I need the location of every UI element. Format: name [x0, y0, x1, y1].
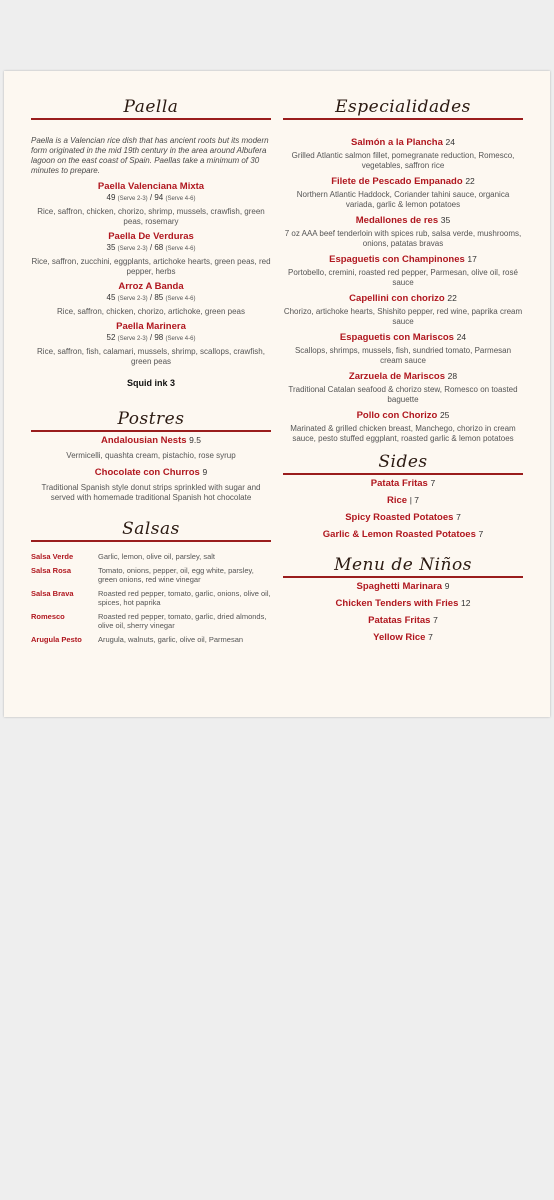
item-name: Spaghetti Marinara	[356, 581, 443, 592]
menu-page	[4, 71, 550, 717]
item-description: Marinated & grilled chicken breast, Manchego, chorizo in cream sauce, pesto stuffed eggplant, roasted garlic & lemon potatoes	[290, 424, 516, 443]
paella-item	[31, 181, 271, 227]
item-name: Andalousian Nests	[101, 435, 187, 446]
dessert-item	[31, 466, 271, 503]
item-price: 22	[447, 293, 457, 303]
item-description: Grilled Atlantic salmon fillet, pomegranate reduction, Romesco, vegetables, saffron rice	[291, 151, 515, 170]
salsas-list	[31, 552, 271, 644]
item-price: 7	[430, 478, 436, 488]
item-description: Chorizo, artichoke hearts, Shishito pepper, red wine, paprika cream sauce	[283, 307, 523, 326]
kids-item	[283, 631, 523, 644]
paella-intro: Paella is a Valencian rice dish that has ancient roots but its modern form originated in the mid 19th century in the area around Albufera lagoon on the east coast of Spain. Paellas take a minimum of 30 minutes to prepare.	[31, 136, 269, 175]
paella-item	[31, 321, 271, 367]
sauce-description: Roasted red pepper, tomato, garlic, onions, olive oil, spices, hot paprika	[98, 589, 271, 607]
sauce-item	[31, 612, 271, 630]
item-prices: 35 (Serve 2-3) / 68 (Serve 4-6)	[106, 243, 196, 252]
specialty-item	[283, 175, 523, 210]
item-description: Northern Atlantic Haddock, Coriander tahini sauce, organica variada, garlic & lemon potatoes	[296, 190, 510, 209]
item-description: Rice, saffron, fish, calamari, mussels, shrimp, scallops, crawfish, green peas	[37, 347, 265, 366]
item-name: Arroz A Banda	[118, 281, 184, 292]
ninos-list	[283, 580, 523, 644]
salsas-divider	[31, 540, 271, 542]
sides-divider	[283, 473, 523, 475]
sauce-name: Salsa Rosa	[31, 566, 72, 575]
side-item	[283, 494, 523, 507]
kids-item	[283, 614, 523, 627]
sauce-item	[31, 635, 271, 644]
item-name: Paella Marinera	[116, 321, 186, 332]
item-name: Garlic & Lemon Roasted Potatoes	[322, 529, 476, 540]
item-price: 17	[467, 254, 477, 264]
sauce-item	[31, 552, 271, 561]
sauce-item	[31, 589, 271, 607]
item-name: Paella Valenciana Mixta	[97, 181, 205, 192]
sauce-name: Salsa Brava	[31, 589, 74, 598]
specialty-item	[283, 214, 523, 249]
item-name: Salmón a la Plancha	[351, 137, 443, 148]
sauce-name: Arugula Pesto	[31, 635, 82, 644]
item-name: Rice	[386, 495, 408, 506]
item-description: Scallops, shrimps, mussels, fish, sundried tomato, Parmesan cream sauce	[294, 346, 512, 365]
item-price: | 7	[409, 495, 419, 505]
item-name: Spicy Roasted Potatoes	[345, 512, 454, 523]
item-name: Capellini con chorizo	[349, 293, 445, 304]
item-name: Yellow Rice	[373, 632, 426, 643]
item-name: Chicken Tenders with Fries	[335, 598, 459, 609]
item-price: 25	[439, 410, 450, 420]
item-name: Patatas Fritas	[368, 615, 431, 626]
sides-list	[283, 477, 523, 541]
item-price: 24	[456, 332, 467, 342]
paella-item	[31, 281, 271, 317]
kids-item	[283, 597, 523, 610]
postres-list	[31, 434, 271, 503]
specialty-item	[283, 331, 523, 366]
item-description: 7 oz AAA beef tenderloin with spices rub, salsa verde, mushrooms, onions, patatas bravas	[284, 229, 522, 248]
sauce-description: Garlic, lemon, olive oil, parsley, salt	[98, 552, 215, 561]
postres-divider	[31, 430, 271, 432]
item-description: Rice, saffron, chicken, chorizo, artichoke, green peas	[57, 307, 245, 316]
ninos-heading: Menu de Niños	[334, 555, 472, 575]
sauce-description: Tomato, onions, pepper, oil, egg white, parsley, green onions, red wine vinegar	[98, 566, 254, 584]
item-price: 7	[433, 615, 438, 625]
item-price: 7	[428, 632, 433, 642]
item-name: Filete de Pescado Empanado	[331, 176, 463, 187]
sauce-description: Arugula, walnuts, garlic, olive oil, Parmesan	[98, 635, 244, 644]
salsas-heading: Salsas	[122, 519, 180, 539]
left-column	[31, 71, 271, 649]
item-price: 7	[456, 512, 461, 522]
ninos-divider	[283, 576, 523, 578]
item-prices: 49 (Serve 2-3) / 94 (Serve 4-6)	[106, 193, 196, 202]
specialty-item	[283, 370, 523, 405]
sauce-name: Romesco	[31, 612, 65, 621]
item-description: Vermicelli, quashta cream, pistachio, rose syrup	[66, 451, 236, 460]
item-price: 9	[202, 467, 208, 477]
item-price: 22	[465, 176, 475, 186]
item-prices: 45 (Serve 2-3) / 85 (Serve 4-6)	[106, 293, 196, 302]
item-description: Portobello, cremini, roasted red pepper, Parmesan, olive oil, rosé sauce	[288, 268, 518, 287]
item-description: Rice, saffron, chicken, chorizo, shrimp, mussels, crawfish, green peas, rosemary	[37, 207, 265, 226]
specialty-item	[283, 253, 523, 288]
right-column	[283, 71, 523, 648]
dessert-item	[31, 434, 271, 461]
item-name: Espaguetis con Mariscos	[339, 332, 454, 343]
side-item	[283, 477, 523, 490]
specialty-item	[283, 292, 523, 327]
item-name: Chocolate con Churros	[94, 467, 200, 478]
side-item	[283, 511, 523, 524]
item-price: 35	[440, 215, 451, 225]
paella-item	[31, 231, 271, 277]
item-price: 24	[445, 137, 455, 147]
specialty-item	[283, 136, 523, 171]
item-name: Zarzuela de Mariscos	[348, 371, 445, 382]
paella-divider	[31, 118, 271, 120]
side-item	[283, 528, 523, 541]
item-description: Traditional Spanish style donut strips sprinkled with sugar and served with homemade traditional Spanish hot chocolate	[41, 483, 261, 502]
kids-item	[283, 580, 523, 593]
specialty-item	[283, 409, 523, 444]
item-description: Traditional Catalan seafood & chorizo stew, Romesco on toasted baguette	[288, 385, 518, 404]
sides-heading: Sides	[378, 452, 428, 472]
squid-ink-extra: Squid ink 3	[126, 378, 175, 388]
sauce-item	[31, 566, 271, 584]
item-price: 7	[478, 529, 484, 539]
especialidades-heading: Especialidades	[335, 97, 471, 117]
item-name: Patata Fritas	[370, 478, 428, 489]
especialidades-list	[283, 136, 523, 444]
postres-heading: Postres	[117, 409, 185, 429]
sauce-description: Roasted red pepper, tomato, garlic, dried almonds, olive oil, sherry vinegar	[98, 612, 267, 630]
item-price: 9.5	[189, 435, 201, 445]
item-price: 12	[461, 598, 471, 608]
item-price: 28	[447, 371, 458, 381]
item-description: Rice, saffron, zucchini, eggplants, artichoke hearts, green peas, red pepper, herbs	[31, 257, 271, 276]
item-name: Paella De Verduras	[108, 231, 194, 242]
paella-heading: Paella	[123, 97, 179, 117]
item-prices: 52 (Serve 2-3) / 98 (Serve 4-6)	[106, 333, 196, 342]
especialidades-divider	[283, 118, 523, 120]
paella-list	[31, 181, 271, 389]
item-name: Pollo con Chorizo	[356, 410, 438, 421]
item-name: Espaguetis con Champinones	[329, 254, 465, 265]
item-price: 9	[444, 581, 450, 591]
sauce-name: Salsa Verde	[31, 552, 74, 561]
item-name: Medallones de res	[355, 215, 439, 226]
